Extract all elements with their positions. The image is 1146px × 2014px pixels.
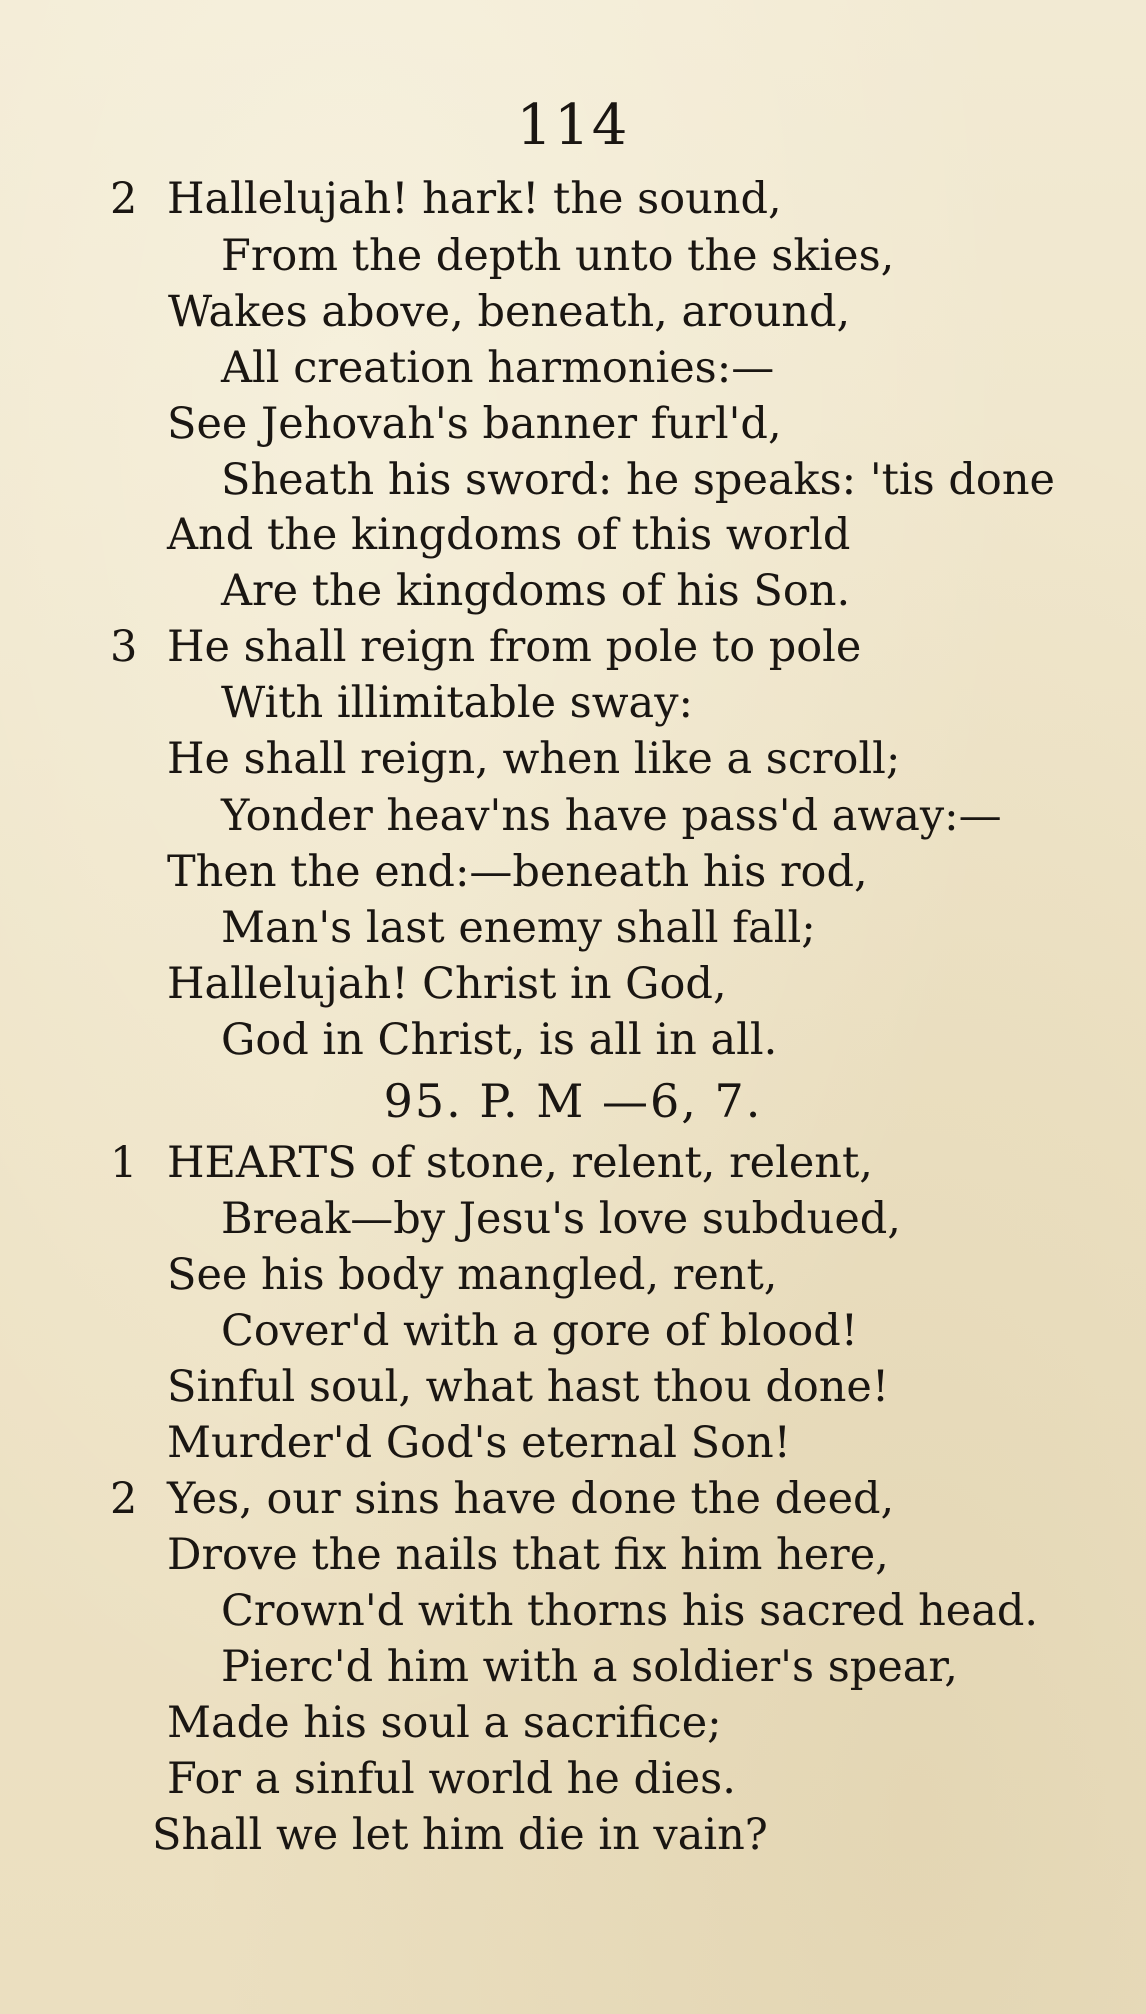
verse-line: Man's last enemy shall fall;: [221, 903, 816, 953]
verse-line: From the depth unto the skies,: [221, 231, 895, 281]
verse-line: See Jehovah's banner furl'd,: [167, 399, 782, 449]
page-number: 114: [516, 93, 630, 158]
verse-line: God in Christ, is all in all.: [221, 1015, 778, 1065]
verse-number: 2: [110, 1474, 138, 1524]
verse-number: 2: [110, 174, 138, 224]
verse-number: 1: [110, 1138, 138, 1188]
verse-line: Drove the nails that fix him here,: [167, 1530, 889, 1580]
verse-line: Break—by Jesu's love subdued,: [221, 1194, 901, 1244]
verse-line: He shall reign, when like a scroll;: [167, 734, 901, 784]
verse-line: For a sinful world he dies.: [167, 1754, 736, 1804]
verse-line: HEARTS of stone, relent, relent,: [167, 1138, 873, 1188]
verse-line: Pierc'd him with a soldier's spear,: [221, 1642, 958, 1692]
verse-number: 3: [110, 622, 138, 672]
verse-line: Yonder heav'ns have pass'd away:—: [221, 791, 1002, 841]
verse-line: All creation harmonies:—: [221, 343, 775, 393]
verse-line: Hallelujah! hark! the sound,: [167, 174, 782, 224]
verse-line: Hallelujah! Christ in God,: [167, 959, 727, 1009]
verse-line: Made his soul a sacrifice;: [167, 1698, 722, 1748]
verse-line: Then the end:—beneath his rod,: [167, 847, 868, 897]
verse-line: Sheath his sword: he speaks: 'tis done: [221, 455, 1055, 505]
hymn-heading: 95. P. M —6, 7.: [383, 1074, 763, 1128]
verse-line: See his body mangled, rent,: [167, 1250, 778, 1300]
verse-line: Yes, our sins have done the deed,: [167, 1474, 895, 1524]
verse-line: Shall we let him die in vain?: [152, 1810, 768, 1860]
verse-line: He shall reign from pole to pole: [167, 622, 862, 672]
verse-line: With illimitable sway:: [221, 678, 693, 728]
verse-line: Murder'd God's eternal Son!: [167, 1418, 791, 1468]
verse-line: Crown'd with thorns his sacred head.: [221, 1586, 1039, 1636]
verse-line: Are the kingdoms of his Son.: [221, 566, 851, 616]
verse-line: Wakes above, beneath, around,: [168, 287, 851, 337]
verse-line: And the kingdoms of this world: [167, 510, 851, 560]
verse-line: Sinful soul, what hast thou done!: [167, 1362, 890, 1412]
verse-line: Cover'd with a gore of blood!: [221, 1306, 859, 1356]
